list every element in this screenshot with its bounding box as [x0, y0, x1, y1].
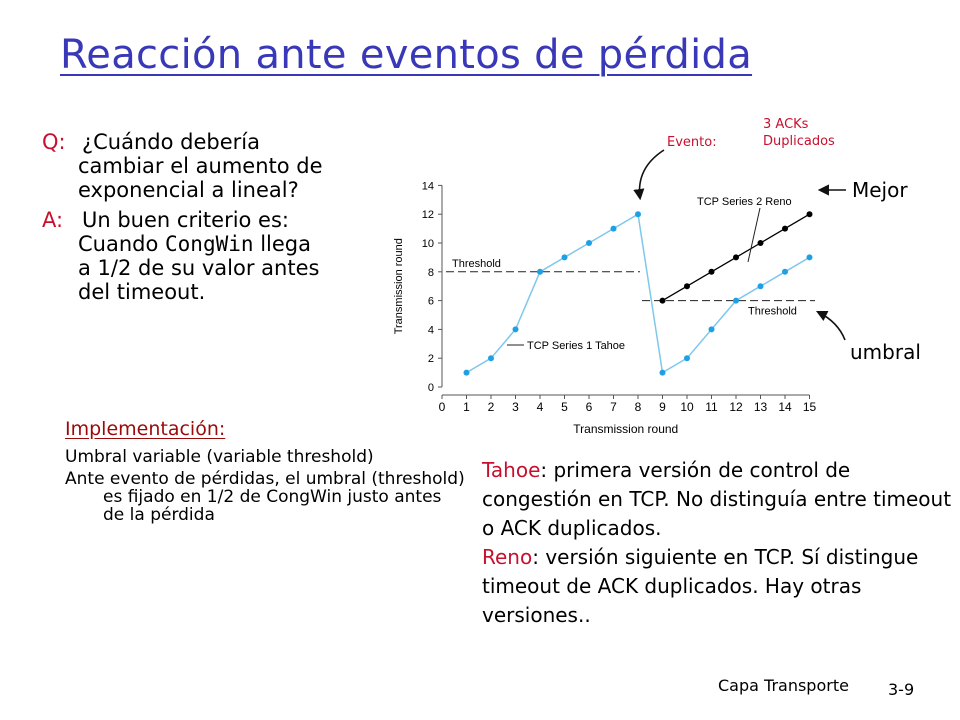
reno-series-label: TCP Series 2 Reno: [697, 196, 792, 208]
question-line-3: exponencial a lineal?: [78, 178, 299, 202]
answer-line-2-post: llega: [253, 232, 311, 256]
y-axis-title: Transmission round: [393, 238, 405, 335]
evento-arrow: [640, 150, 665, 198]
tahoe-data-point: [562, 254, 568, 260]
x-tick-label: 2: [487, 400, 495, 414]
answer-line-4: del timeout.: [78, 280, 206, 304]
tahoe-data-point: [733, 298, 739, 304]
slide-title: Reacción ante eventos de pérdida: [60, 32, 753, 78]
x-tick-label: 9: [659, 400, 666, 414]
umbral-arrow: [818, 312, 845, 340]
threshold-label: Threshold: [452, 257, 501, 270]
reno-text: : versión siguiente en TCP. Sí distingue timeout de ACK duplicados. Hay otras versiones..: [482, 545, 919, 627]
tahoe-note: [482, 456, 952, 543]
question-line-2: cambiar el aumento de: [78, 154, 323, 178]
version-notes: [482, 456, 952, 630]
reno-data-point: [807, 211, 813, 217]
tahoe-data-point: [586, 240, 592, 246]
acks-line-2: Duplicados: [763, 134, 835, 149]
tahoe-data-point: [611, 226, 617, 232]
x-tick-label: 12: [729, 400, 743, 414]
mejor-label: Mejor: [852, 178, 908, 202]
tahoe-data-point: [782, 269, 788, 275]
footer-label: Capa Transporte: [718, 676, 849, 695]
tahoe-series-label: TCP Series 1 Tahoe: [527, 340, 626, 352]
tahoe-data-point: [807, 254, 813, 260]
tahoe-data-point: [660, 370, 666, 376]
chart-series: [464, 211, 813, 375]
y-tick-label: 14: [421, 180, 434, 193]
x-tick-label: 7: [610, 400, 617, 414]
congwin-code: CongWin: [165, 232, 254, 256]
reno-data-point: [709, 269, 715, 275]
question-line-1: ¿Cuándo debería: [82, 130, 260, 154]
tahoe-data-point: [635, 211, 641, 217]
acks-line-1: 3 ACKs: [763, 117, 809, 132]
chart-labels: [452, 196, 797, 352]
implementation-section: [65, 418, 465, 528]
reno-data-point: [758, 240, 764, 246]
implementation-heading: Implementación:: [65, 418, 226, 440]
implementation-item-1: Umbral variable (variable threshold): [65, 447, 374, 467]
reno-data-point: [733, 254, 739, 260]
tahoe-data-point: [488, 355, 494, 361]
reno-data-point: [684, 283, 690, 289]
tahoe-data-point: [684, 355, 690, 361]
y-tick-label: 10: [421, 238, 434, 250]
x-tick-label: 10: [680, 400, 694, 414]
x-tick-label: 13: [753, 400, 768, 414]
evento-annotation: Evento:: [667, 135, 717, 150]
tahoe-series-line: [467, 214, 810, 372]
reno-note: [482, 543, 952, 630]
answer-label: A:: [42, 208, 64, 232]
acks-annotation: [763, 116, 835, 150]
y-tick-label: 2: [427, 353, 434, 366]
y-tick-label: 0: [427, 382, 434, 394]
tahoe-label: Tahoe: [482, 458, 541, 482]
threshold-label: Threshold: [748, 305, 797, 318]
annotation-arrows: [640, 150, 847, 340]
x-tick-label: 5: [561, 400, 568, 414]
question-label: Q:: [42, 130, 66, 154]
x-tick-label: 3: [512, 400, 519, 414]
implementation-item-2: Ante evento de pérdidas, el umbral (threshold) es fijado en 1/2 de CongWin justo antes de la pérdida: [65, 469, 465, 525]
reno-label-leader: [748, 208, 760, 262]
y-tick-label: 6: [427, 295, 434, 308]
tahoe-data-point: [464, 370, 470, 376]
reno-data-point: [782, 226, 788, 232]
tahoe-data-point: [513, 326, 519, 332]
umbral-label: umbral: [850, 340, 921, 364]
x-tick-label: 14: [778, 400, 792, 414]
y-tick-label: 4: [427, 324, 434, 337]
y-tick-label: 12: [421, 209, 434, 222]
reno-label: Reno: [482, 545, 533, 569]
y-tick-label: 8: [427, 266, 434, 279]
tahoe-data-point: [537, 269, 543, 275]
x-tick-label: 1: [463, 400, 470, 414]
x-tick-label: 4: [536, 400, 544, 414]
x-tick-label: 0: [438, 400, 446, 414]
reno-data-point: [660, 298, 666, 304]
tahoe-data-point: [709, 326, 715, 332]
answer-line-1: Un buen criterio es:: [82, 208, 289, 232]
answer-line-2-pre: Cuando: [78, 232, 166, 256]
x-axis-title: Transmission round: [573, 422, 679, 436]
page-number: 3-9: [888, 680, 915, 699]
x-tick-label: 11: [705, 400, 718, 414]
tahoe-data-point: [758, 283, 764, 289]
answer-line-3: a 1/2 de su valor antes: [78, 256, 320, 280]
x-tick-label: 8: [634, 400, 642, 414]
tahoe-text: : primera versión de control de congestión en TCP. No distinguía entre timeout o ACK duplicados.: [482, 458, 952, 540]
x-tick-label: 6: [585, 400, 593, 414]
x-tick-label: 15: [802, 400, 817, 414]
